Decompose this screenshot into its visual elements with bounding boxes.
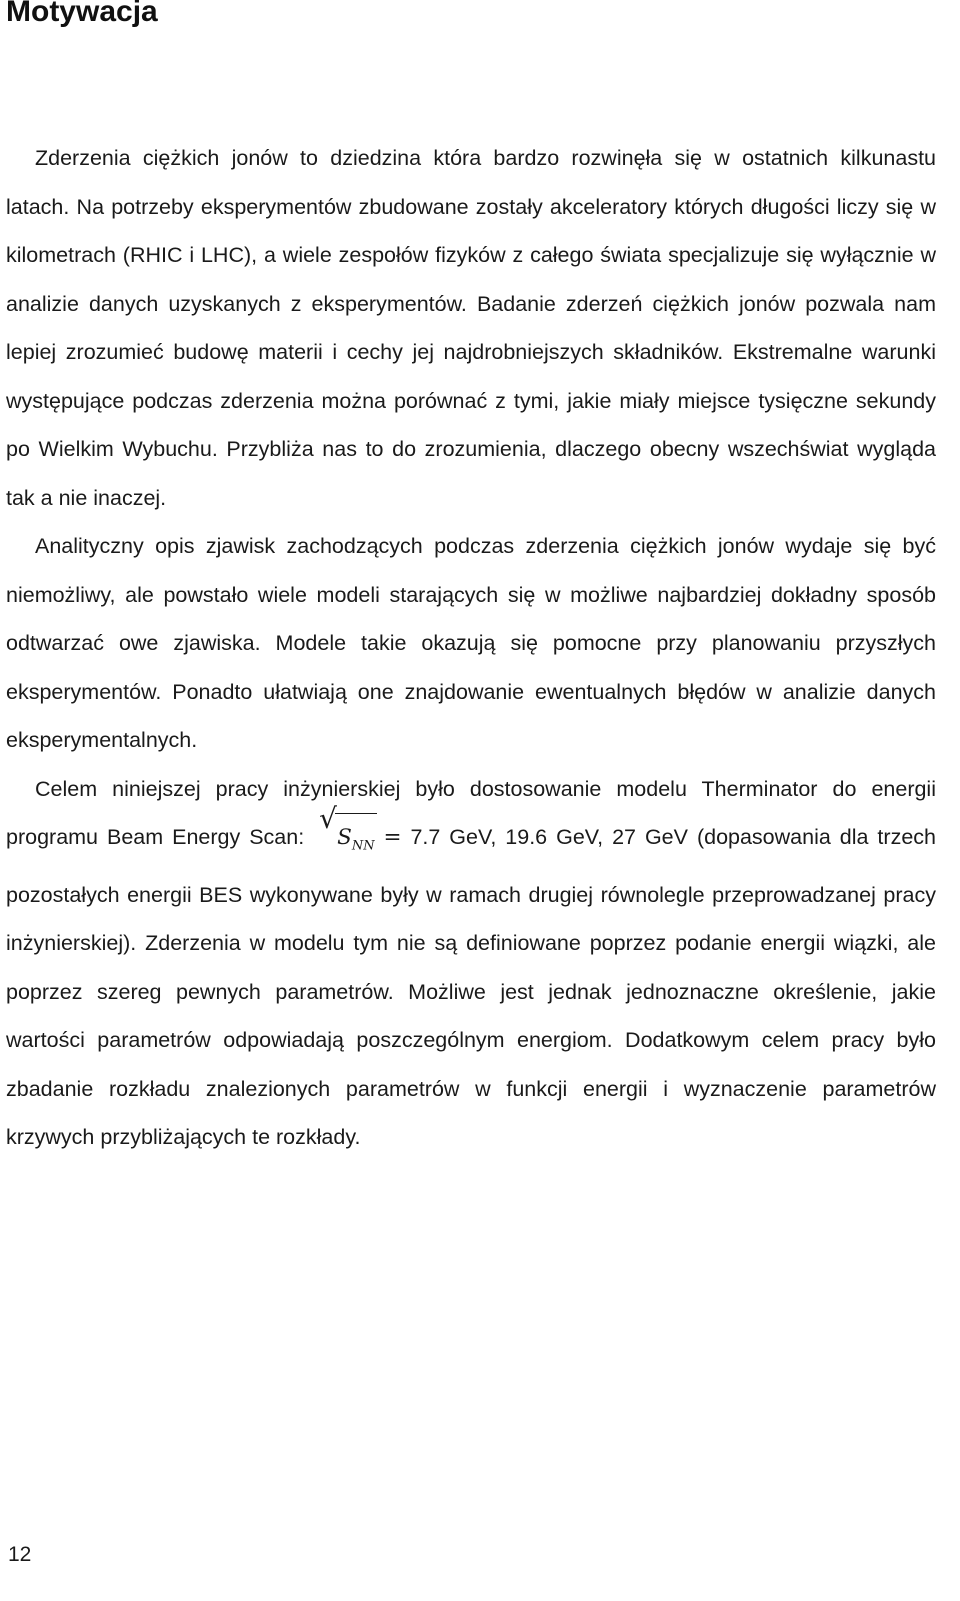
paragraph-1: Zderzenia ciężkich jonów to dziedzina która bardzo rozwinęła się w ostatnich kilkunastu latach. Na potrzeby eksperymentów zbudowane zostały akceleratory których długości liczy się w kilometrach (RHIC i LHC), a wiele zespołów fizyków z całego świata specjalizuje się wyłącznie w analizie danych uzyskanych z eksperymentów. Badanie zderzeń ciężkich jonów pozwala nam lepiej zrozumieć budowę materii i cechy jej najdrobniejszych składników. Ekstremalne warunki występujące podczas zderzenia można porównać z tymi, jakie miały miejsce tysięczne sekundy po Wielkim Wybuchu. Przybliża nas to do zrozumienia, dlaczego obecny wszechświat wygląda tak a nie inaczej. [6, 146, 936, 510]
paragraph-2: Analityczny opis zjawisk zachodzących podczas zderzenia ciężkich jonów wydaje się być niemożliwy, ale powstało wiele modeli starających się w możliwe najbardziej dokładny sposób odtwarzać owe zjawiska. Modele takie okazują się pomocne przy planowaniu przyszłych eksperymentów. Ponadto ułatwiają one znajdowanie ewentualnych błędów w analizie danych eksperymentalnych. [6, 534, 936, 752]
radical-sign-icon: √ [319, 802, 337, 835]
formula-subscript: NN [351, 838, 375, 854]
sqrt-formula [313, 802, 402, 871]
section-heading: Motywacja [6, 0, 158, 28]
square-root [319, 802, 376, 871]
formula-equals: = [383, 825, 402, 850]
paragraph-3-intro: Celem niniejszej pracy inżynierskiej było dostosowanie modelu Therminator do energii programu Beam Energy Scan: [6, 776, 936, 849]
sqrt-radicand [335, 813, 376, 871]
formula-symbol: S [337, 825, 352, 850]
paragraph-3 [6, 765, 936, 1162]
paragraph-3-rest: 7.7 GeV, 19.6 GeV, 27 GeV (dopasowania dla trzech pozostałych energii BES wykonywane były w ramach drugiej równolegle przeprowadzanej pracy inżynierskiej). Zderzenia w modelu tym nie są definiowane poprzez podanie energii wiązki, ale poprzez szereg pewnych parametrów. Możliwe jest jednak jednoznaczne określenie, jakie wartości parametrów odpowiadają poszczególnym energiom. Dodatkowym celem pracy było zbadanie rozkładu znalezionych parametrów w funkcji energii i wyznaczenie parametrów krzywych przybliżających te rozkłady. [6, 825, 936, 1150]
body-text [6, 134, 936, 1162]
page-number: 12 [8, 1543, 32, 1566]
